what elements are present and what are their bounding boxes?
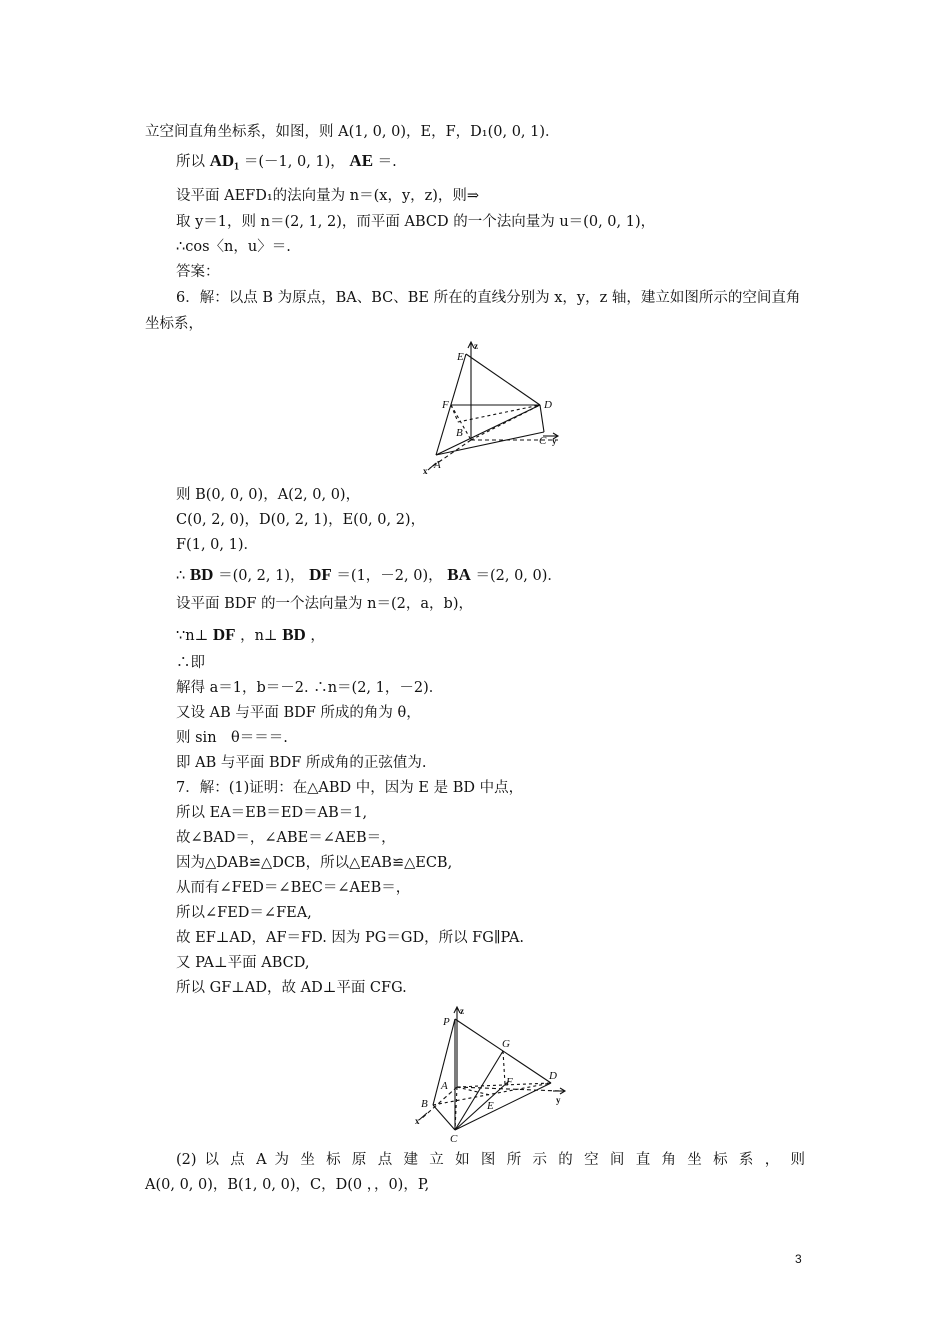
label-d: D [544,399,552,411]
text-line: A(0, 0, 0)，B(1, 0, 0)，C，D(0 ，，0)，P, [145,1177,430,1193]
text-line: (2) 以 点 A 为 坐 标 原 点 建 立 如 图 所 示 的 空 间 直 角 坐 标 系 ， 则 [176,1152,805,1168]
pyramid-figure-2 [415,1005,573,1145]
label-a: A [441,1080,448,1092]
text-line: 则 B(0, 0, 0)，A(2, 0, 0)， [176,487,361,503]
vector-label: AD₁ [209,151,240,170]
axis-label-x: x [415,1116,420,1126]
label-g: G [502,1038,510,1050]
vector-label: DF [212,625,236,644]
vector-label: BD [282,625,306,644]
label-b: B [456,427,463,439]
label-a: A [434,459,441,471]
vector-label: AE [349,151,374,170]
text-line: 即 AB 与平面 BDF 所成角的正弦值为. [176,755,427,771]
text-line: 所以 GF⊥AD，故 AD⊥平面 CFG. [176,980,407,996]
text-line: C(0, 2, 0)，D(0, 2, 1)，E(0, 0, 2)， [176,512,426,528]
text-span: ＝(0, 2, 1)， [218,568,305,584]
text-line: 则 sin θ＝＝＝. [176,730,288,746]
text-span: ∴ [176,568,186,584]
axis-label-x: x [423,466,428,476]
label-p: P [443,1016,450,1028]
label-f: F [442,399,449,411]
text-line: ∴即 [176,655,205,671]
text-line: F(1, 0, 1)． [176,537,258,553]
page-number: 3 [795,1252,802,1266]
text-span: ，n⊥ [240,628,278,644]
text-line: ∴cos〈n，u〉＝. [176,239,291,255]
text-line: 所以∠FED＝∠FEA, [176,905,312,921]
text-line: 因为△DAB≌△DCB，所以△EAB≌△ECB, [176,855,453,871]
edge-gf [503,1051,505,1084]
text-line: 立空间直角坐标系，如图，则 A(1, 0, 0)，E，F，D₁(0, 0, 1)． [145,124,560,140]
text-line: 所以 EA＝EB＝ED＝AB＝1, [176,805,368,821]
text-line: 又 PA⊥平面 ABCD, [176,955,310,971]
text-line: 故 EF⊥AD，AF＝FD. 因为 PG＝GD，所以 FG∥PA. [176,930,525,946]
text-line: 6．解：以点 B 为原点，BA、BC、BE 所在的直线分别为 x，y，z 轴，建立如图所示的空间直角 [176,290,801,306]
text-span: ＝(2, 0, 0)． [475,568,562,584]
label-c: C [450,1133,458,1145]
edge-ac [436,432,544,455]
text-span: 所以 [176,154,205,170]
label-b: B [421,1098,428,1110]
edge-md [458,405,540,422]
text-line: 故∠BAD＝，∠ABE＝∠AEB＝， [176,830,396,846]
vector-label: DF [309,565,332,584]
text-line [176,151,397,172]
text-span: ＝(－1, 0, 1)， [243,154,345,170]
text-line: 答案： [176,264,220,280]
vector-label: BA [447,565,471,584]
text-span: ＝(1，－2, 0)， [336,568,443,584]
text-line: 又设 AB 与平面 BDF 所成的角为 θ， [176,705,421,721]
pyramid-figure-1 [420,340,570,476]
text-span: ， [310,628,325,644]
label-f: F [506,1076,513,1088]
edge-bc [433,1105,455,1130]
text-line: 解得 a＝1，b＝－2. ∴n＝(2, 1，－2)． [176,680,444,696]
text-line [176,625,325,646]
axis-label-z: z [460,1006,464,1016]
label-c: C [539,435,547,447]
text-line: 坐标系， [145,316,203,332]
text-line: 设平面 BDF 的一个法向量为 n＝(2，a，b)， [176,596,473,612]
vector-label: BD [189,565,214,584]
label-e: E [487,1100,494,1112]
text-line: 7．解：(1)证明：在△ABD 中，因为 E 是 BD 中点， [176,780,524,796]
text-line: 取 y＝1，则 n＝(2, 1, 2)，而平面 ABCD 的一个法向量为 u＝(0, 0, 1)， [176,214,656,230]
text-span: ∵n⊥ [176,628,209,644]
text-line [176,565,562,586]
text-line: 从而有∠FED＝∠BEC＝∠AEB＝， [176,880,411,896]
axis-label-y: y [552,436,557,446]
x-axis [419,1113,427,1120]
label-d: D [549,1070,557,1082]
text-span: ＝. [377,154,397,170]
text-line: 设平面 AEFD₁的法向量为 n＝(x，y，z)，则⇒ [176,188,480,204]
axis-label-y: y [556,1095,561,1105]
edge-ed [466,354,540,405]
edge-fm [451,405,458,422]
axis-label-z: z [474,341,478,351]
label-e: E [457,351,464,363]
